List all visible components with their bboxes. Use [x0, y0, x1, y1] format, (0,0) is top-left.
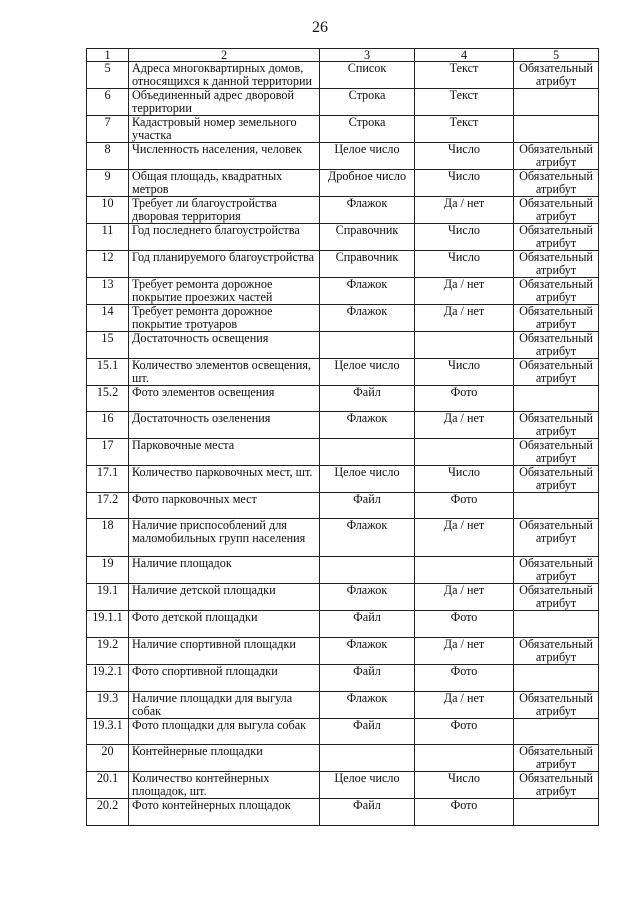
- cell-value-format: Число: [415, 772, 514, 799]
- cell-value-format: [415, 332, 514, 359]
- cell-number: 19.3.1: [87, 719, 129, 745]
- cell-attribute-name: Наличие приспособлений для маломобильных групп населения: [129, 519, 320, 557]
- cell-data-type: Флажок: [320, 412, 415, 439]
- cell-data-type: [320, 332, 415, 359]
- cell-number: 12: [87, 251, 129, 278]
- cell-data-type: Файл: [320, 493, 415, 519]
- cell-attribute-name: Фото элементов освещения: [129, 386, 320, 412]
- cell-number: 19.1: [87, 584, 129, 611]
- table-body: [87, 49, 599, 826]
- attributes-table: [86, 48, 599, 826]
- table-row: [87, 412, 599, 439]
- cell-attribute-name: Фото контейнерных площадок: [129, 799, 320, 826]
- cell-attribute-name: Год последнего благоустройства: [129, 224, 320, 251]
- cell-attribute-name: Требует ли благоустройства дворовая территория: [129, 197, 320, 224]
- cell-value-format: Число: [415, 359, 514, 386]
- cell-number: 13: [87, 278, 129, 305]
- cell-required-flag: Обязательный атрибут: [514, 745, 599, 772]
- cell-value-format: Текст: [415, 62, 514, 89]
- cell-value-format: Да / нет: [415, 197, 514, 224]
- cell-required-flag: Обязательный атрибут: [514, 557, 599, 584]
- cell-data-type: Флажок: [320, 197, 415, 224]
- cell-required-flag: Обязательный атрибут: [514, 638, 599, 665]
- cell-value-format: Да / нет: [415, 412, 514, 439]
- cell-data-type: [320, 745, 415, 772]
- cell-data-type: Флажок: [320, 278, 415, 305]
- cell-required-flag: Обязательный атрибут: [514, 62, 599, 89]
- table-row: [87, 772, 599, 799]
- column-header: 5: [514, 49, 599, 62]
- cell-number: 8: [87, 143, 129, 170]
- column-header: 1: [87, 49, 129, 62]
- cell-data-type: Файл: [320, 665, 415, 692]
- cell-required-flag: Обязательный атрибут: [514, 170, 599, 197]
- cell-value-format: Да / нет: [415, 692, 514, 719]
- cell-required-flag: Обязательный атрибут: [514, 359, 599, 386]
- cell-value-format: Да / нет: [415, 519, 514, 557]
- cell-number: 7: [87, 116, 129, 143]
- cell-number: 20.1: [87, 772, 129, 799]
- cell-data-type: Флажок: [320, 638, 415, 665]
- table-row: [87, 557, 599, 584]
- cell-data-type: Справочник: [320, 224, 415, 251]
- cell-value-format: Фото: [415, 386, 514, 412]
- cell-data-type: Целое число: [320, 143, 415, 170]
- page-number: 26: [312, 19, 328, 36]
- cell-number: 17.1: [87, 466, 129, 493]
- cell-data-type: Целое число: [320, 466, 415, 493]
- cell-required-flag: Обязательный атрибут: [514, 584, 599, 611]
- cell-value-format: [415, 439, 514, 466]
- table-row: [87, 332, 599, 359]
- cell-data-type: Целое число: [320, 772, 415, 799]
- table-row: [87, 224, 599, 251]
- cell-data-type: Флажок: [320, 519, 415, 557]
- cell-attribute-name: Фото детской площадки: [129, 611, 320, 638]
- table-row: [87, 305, 599, 332]
- cell-value-format: Число: [415, 143, 514, 170]
- cell-value-format: [415, 745, 514, 772]
- cell-number: 6: [87, 89, 129, 116]
- column-header-row: [87, 49, 599, 62]
- table-row: [87, 116, 599, 143]
- table-row: [87, 197, 599, 224]
- table-row: [87, 89, 599, 116]
- cell-data-type: [320, 439, 415, 466]
- column-header: 4: [415, 49, 514, 62]
- cell-attribute-name: Достаточность озеленения: [129, 412, 320, 439]
- cell-required-flag: Обязательный атрибут: [514, 332, 599, 359]
- cell-attribute-name: Количество элементов освещения, шт.: [129, 359, 320, 386]
- cell-data-type: Список: [320, 62, 415, 89]
- cell-number: 11: [87, 224, 129, 251]
- cell-number: 14: [87, 305, 129, 332]
- cell-data-type: Целое число: [320, 359, 415, 386]
- cell-data-type: [320, 557, 415, 584]
- column-header: 3: [320, 49, 415, 62]
- cell-required-flag: Обязательный атрибут: [514, 278, 599, 305]
- cell-data-type: Дробное число: [320, 170, 415, 197]
- cell-data-type: Флажок: [320, 305, 415, 332]
- cell-required-flag: Обязательный атрибут: [514, 197, 599, 224]
- table-row: [87, 719, 599, 745]
- cell-value-format: Текст: [415, 89, 514, 116]
- cell-number: 5: [87, 62, 129, 89]
- table-row: [87, 386, 599, 412]
- cell-attribute-name: Кадастровый номер земельного участка: [129, 116, 320, 143]
- cell-required-flag: [514, 611, 599, 638]
- cell-required-flag: [514, 493, 599, 519]
- cell-required-flag: Обязательный атрибут: [514, 224, 599, 251]
- cell-required-flag: [514, 386, 599, 412]
- table-row: [87, 466, 599, 493]
- cell-required-flag: Обязательный атрибут: [514, 251, 599, 278]
- cell-required-flag: Обязательный атрибут: [514, 692, 599, 719]
- cell-value-format: [415, 557, 514, 584]
- cell-value-format: Да / нет: [415, 305, 514, 332]
- cell-number: 20: [87, 745, 129, 772]
- cell-attribute-name: Требует ремонта дорожное покрытие тротуаров: [129, 305, 320, 332]
- cell-value-format: Фото: [415, 719, 514, 745]
- cell-number: 18: [87, 519, 129, 557]
- cell-attribute-name: Общая площадь, квадратных метров: [129, 170, 320, 197]
- cell-required-flag: Обязательный атрибут: [514, 143, 599, 170]
- cell-value-format: Фото: [415, 493, 514, 519]
- cell-number: 9: [87, 170, 129, 197]
- cell-attribute-name: Контейнерные площадки: [129, 745, 320, 772]
- table-row: [87, 519, 599, 557]
- cell-number: 20.2: [87, 799, 129, 826]
- cell-number: 19.3: [87, 692, 129, 719]
- cell-required-flag: [514, 89, 599, 116]
- cell-attribute-name: Численность населения, человек: [129, 143, 320, 170]
- cell-value-format: Число: [415, 170, 514, 197]
- cell-attribute-name: Парковочные места: [129, 439, 320, 466]
- cell-required-flag: [514, 116, 599, 143]
- cell-attribute-name: Количество парковочных мест, шт.: [129, 466, 320, 493]
- cell-value-format: Да / нет: [415, 584, 514, 611]
- cell-value-format: Да / нет: [415, 638, 514, 665]
- table-row: [87, 799, 599, 826]
- table-row: [87, 493, 599, 519]
- cell-value-format: Число: [415, 466, 514, 493]
- cell-data-type: Файл: [320, 799, 415, 826]
- cell-value-format: Фото: [415, 611, 514, 638]
- cell-required-flag: [514, 665, 599, 692]
- cell-attribute-name: Количество контейнерных площадок, шт.: [129, 772, 320, 799]
- cell-value-format: Текст: [415, 116, 514, 143]
- cell-data-type: Файл: [320, 386, 415, 412]
- table-row: [87, 584, 599, 611]
- table-row: [87, 745, 599, 772]
- cell-value-format: Фото: [415, 799, 514, 826]
- cell-number: 17: [87, 439, 129, 466]
- cell-value-format: Число: [415, 251, 514, 278]
- cell-number: 15.1: [87, 359, 129, 386]
- cell-required-flag: Обязательный атрибут: [514, 519, 599, 557]
- cell-attribute-name: Наличие спортивной площадки: [129, 638, 320, 665]
- table-row: [87, 251, 599, 278]
- cell-required-flag: Обязательный атрибут: [514, 439, 599, 466]
- table-row: [87, 62, 599, 89]
- cell-data-type: Флажок: [320, 692, 415, 719]
- table-row: [87, 638, 599, 665]
- cell-attribute-name: Фото спортивной площадки: [129, 665, 320, 692]
- cell-attribute-name: Наличие площадок: [129, 557, 320, 584]
- cell-data-type: Справочник: [320, 251, 415, 278]
- cell-number: 10: [87, 197, 129, 224]
- cell-attribute-name: Фото площадки для выгула собак: [129, 719, 320, 745]
- cell-attribute-name: Фото парковочных мест: [129, 493, 320, 519]
- cell-data-type: Строка: [320, 89, 415, 116]
- column-header: 2: [129, 49, 320, 62]
- table-row: [87, 665, 599, 692]
- cell-number: 19.2.1: [87, 665, 129, 692]
- cell-value-format: Число: [415, 224, 514, 251]
- table-row: [87, 359, 599, 386]
- cell-number: 19.2: [87, 638, 129, 665]
- cell-value-format: Фото: [415, 665, 514, 692]
- cell-number: 15.2: [87, 386, 129, 412]
- cell-attribute-name: Требует ремонта дорожное покрытие проезжих частей: [129, 278, 320, 305]
- table-row: [87, 611, 599, 638]
- cell-required-flag: Обязательный атрибут: [514, 305, 599, 332]
- table-row: [87, 439, 599, 466]
- cell-attribute-name: Адреса многоквартирных домов, относящихся к данной территории: [129, 62, 320, 89]
- table-row: [87, 143, 599, 170]
- cell-data-type: Файл: [320, 611, 415, 638]
- cell-attribute-name: Наличие детской площадки: [129, 584, 320, 611]
- cell-number: 15: [87, 332, 129, 359]
- cell-number: 19.1.1: [87, 611, 129, 638]
- cell-data-type: Файл: [320, 719, 415, 745]
- cell-required-flag: [514, 719, 599, 745]
- cell-required-flag: [514, 799, 599, 826]
- cell-required-flag: Обязательный атрибут: [514, 412, 599, 439]
- table-row: [87, 170, 599, 197]
- cell-required-flag: Обязательный атрибут: [514, 772, 599, 799]
- cell-attribute-name: Год планируемого благоустройства: [129, 251, 320, 278]
- cell-data-type: Строка: [320, 116, 415, 143]
- table-row: [87, 278, 599, 305]
- cell-number: 19: [87, 557, 129, 584]
- cell-data-type: Флажок: [320, 584, 415, 611]
- cell-number: 16: [87, 412, 129, 439]
- table-row: [87, 692, 599, 719]
- cell-attribute-name: Достаточность освещения: [129, 332, 320, 359]
- cell-attribute-name: Объединенный адрес дворовой территории: [129, 89, 320, 116]
- cell-attribute-name: Наличие площадки для выгула собак: [129, 692, 320, 719]
- cell-value-format: Да / нет: [415, 278, 514, 305]
- cell-required-flag: Обязательный атрибут: [514, 466, 599, 493]
- cell-number: 17.2: [87, 493, 129, 519]
